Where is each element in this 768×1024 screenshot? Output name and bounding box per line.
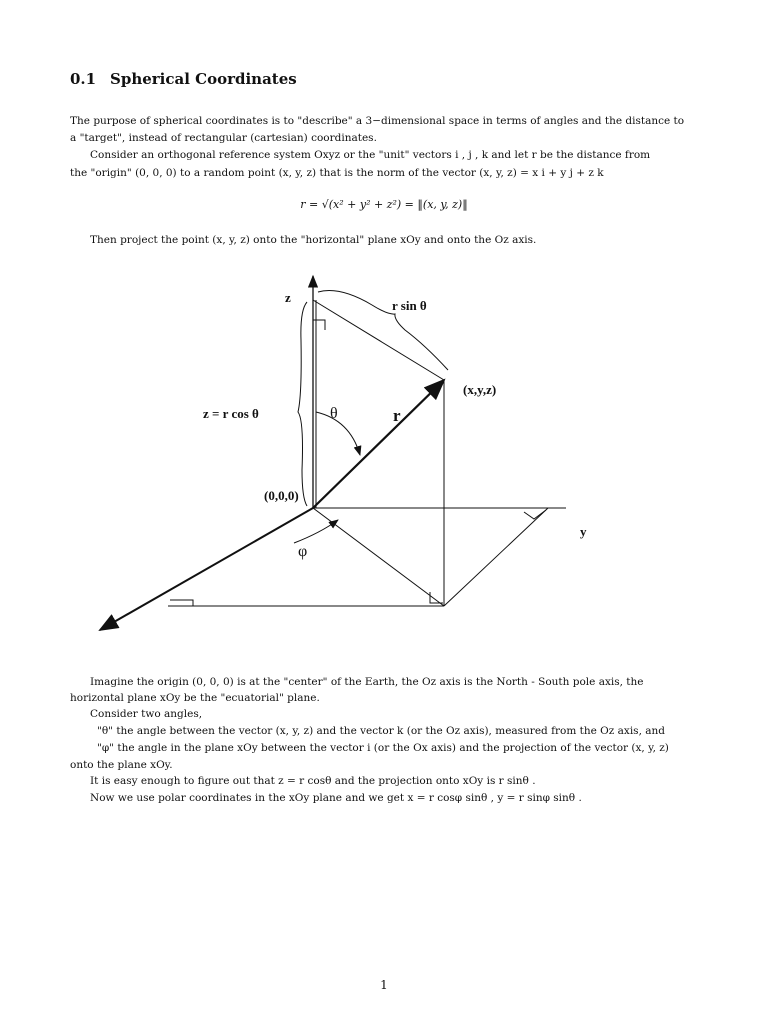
paragraph-theta-def: "θ" the angle between the vector (x, y, z) and the vector k (or the Oz axis), measured from the Oz axis, and [97, 725, 665, 737]
section-heading [70, 70, 297, 88]
norm-equation: r = √(x² + y² + z²) = ‖(x, y, z)‖ [300, 198, 468, 211]
section-title: Spherical Coordinates [110, 70, 297, 88]
theta-arc [316, 412, 360, 455]
paragraph-polar: Now we use polar coordinates in the xOy plane and we get x = r cosφ sinθ , y = r sinφ sinθ . [90, 792, 582, 804]
paragraph-phi-def-cont: onto the plane xOy. [70, 759, 173, 771]
paragraph-system-line1: Consider an orthogonal reference system Oxyz or the "unit" vectors i , j , k and let r be the distance from [90, 149, 651, 161]
paragraph-earth-line2: horizontal plane xOy be the "ecuatorial" plane. [70, 692, 320, 704]
rsin-brace [318, 291, 448, 370]
label-origin: (0,0,0) [264, 488, 299, 503]
paragraph-intro-line1: The purpose of spherical coordinates is to "describe" a 3−dimensional space in terms of angles and the distance to [70, 115, 685, 127]
label-r: r [393, 406, 401, 425]
paragraph-phi-def: "φ" the angle in the plane xOy between the vector i (or the Ox axis) and the projection of the vector (x, y, z) [97, 742, 669, 754]
r-vector [313, 380, 444, 508]
y-projection-line [444, 508, 548, 606]
label-y: y [580, 524, 587, 539]
label-point: (x,y,z) [463, 382, 497, 397]
paragraph-system-line2: the "origin" (0, 0, 0) to a random point (x, y, z) that is the norm of the vector (x, y, z) = x i + y j + z k [70, 167, 604, 179]
label-z: z [285, 290, 291, 305]
page-number: 1 [380, 978, 388, 992]
x-axis [100, 508, 313, 630]
label-rsin: r sin θ [392, 298, 427, 313]
right-angle-y [524, 510, 546, 519]
label-theta: θ [330, 405, 338, 422]
label-phi: φ [298, 543, 308, 560]
label-zeq: z = r cos θ [203, 406, 259, 421]
label-x: x [108, 614, 115, 629]
spherical-coordinates-figure [0, 260, 768, 660]
paragraph-zcos: It is easy enough to figure out that z = r cosθ and the projection onto xOy is r sinθ . [90, 775, 536, 787]
paragraph-angles: Consider two angles, [90, 708, 203, 720]
right-angle-x [170, 600, 193, 606]
paragraph-intro-line2: a "target", instead of rectangular (cartesian) coordinates. [70, 132, 377, 144]
zcos-brace [298, 302, 307, 506]
paragraph-project: Then project the point (x, y, z) onto the "horizontal" plane xOy and onto the Oz axis. [90, 234, 537, 246]
paragraph-earth-line1: Imagine the origin (0, 0, 0) is at the "center" of the Earth, the Oz axis is the North - South pole axis, the [90, 676, 644, 688]
phi-arc [294, 520, 338, 543]
projection-line [313, 508, 444, 606]
right-angle-top [313, 320, 325, 330]
section-number: 0.1 [70, 70, 97, 88]
